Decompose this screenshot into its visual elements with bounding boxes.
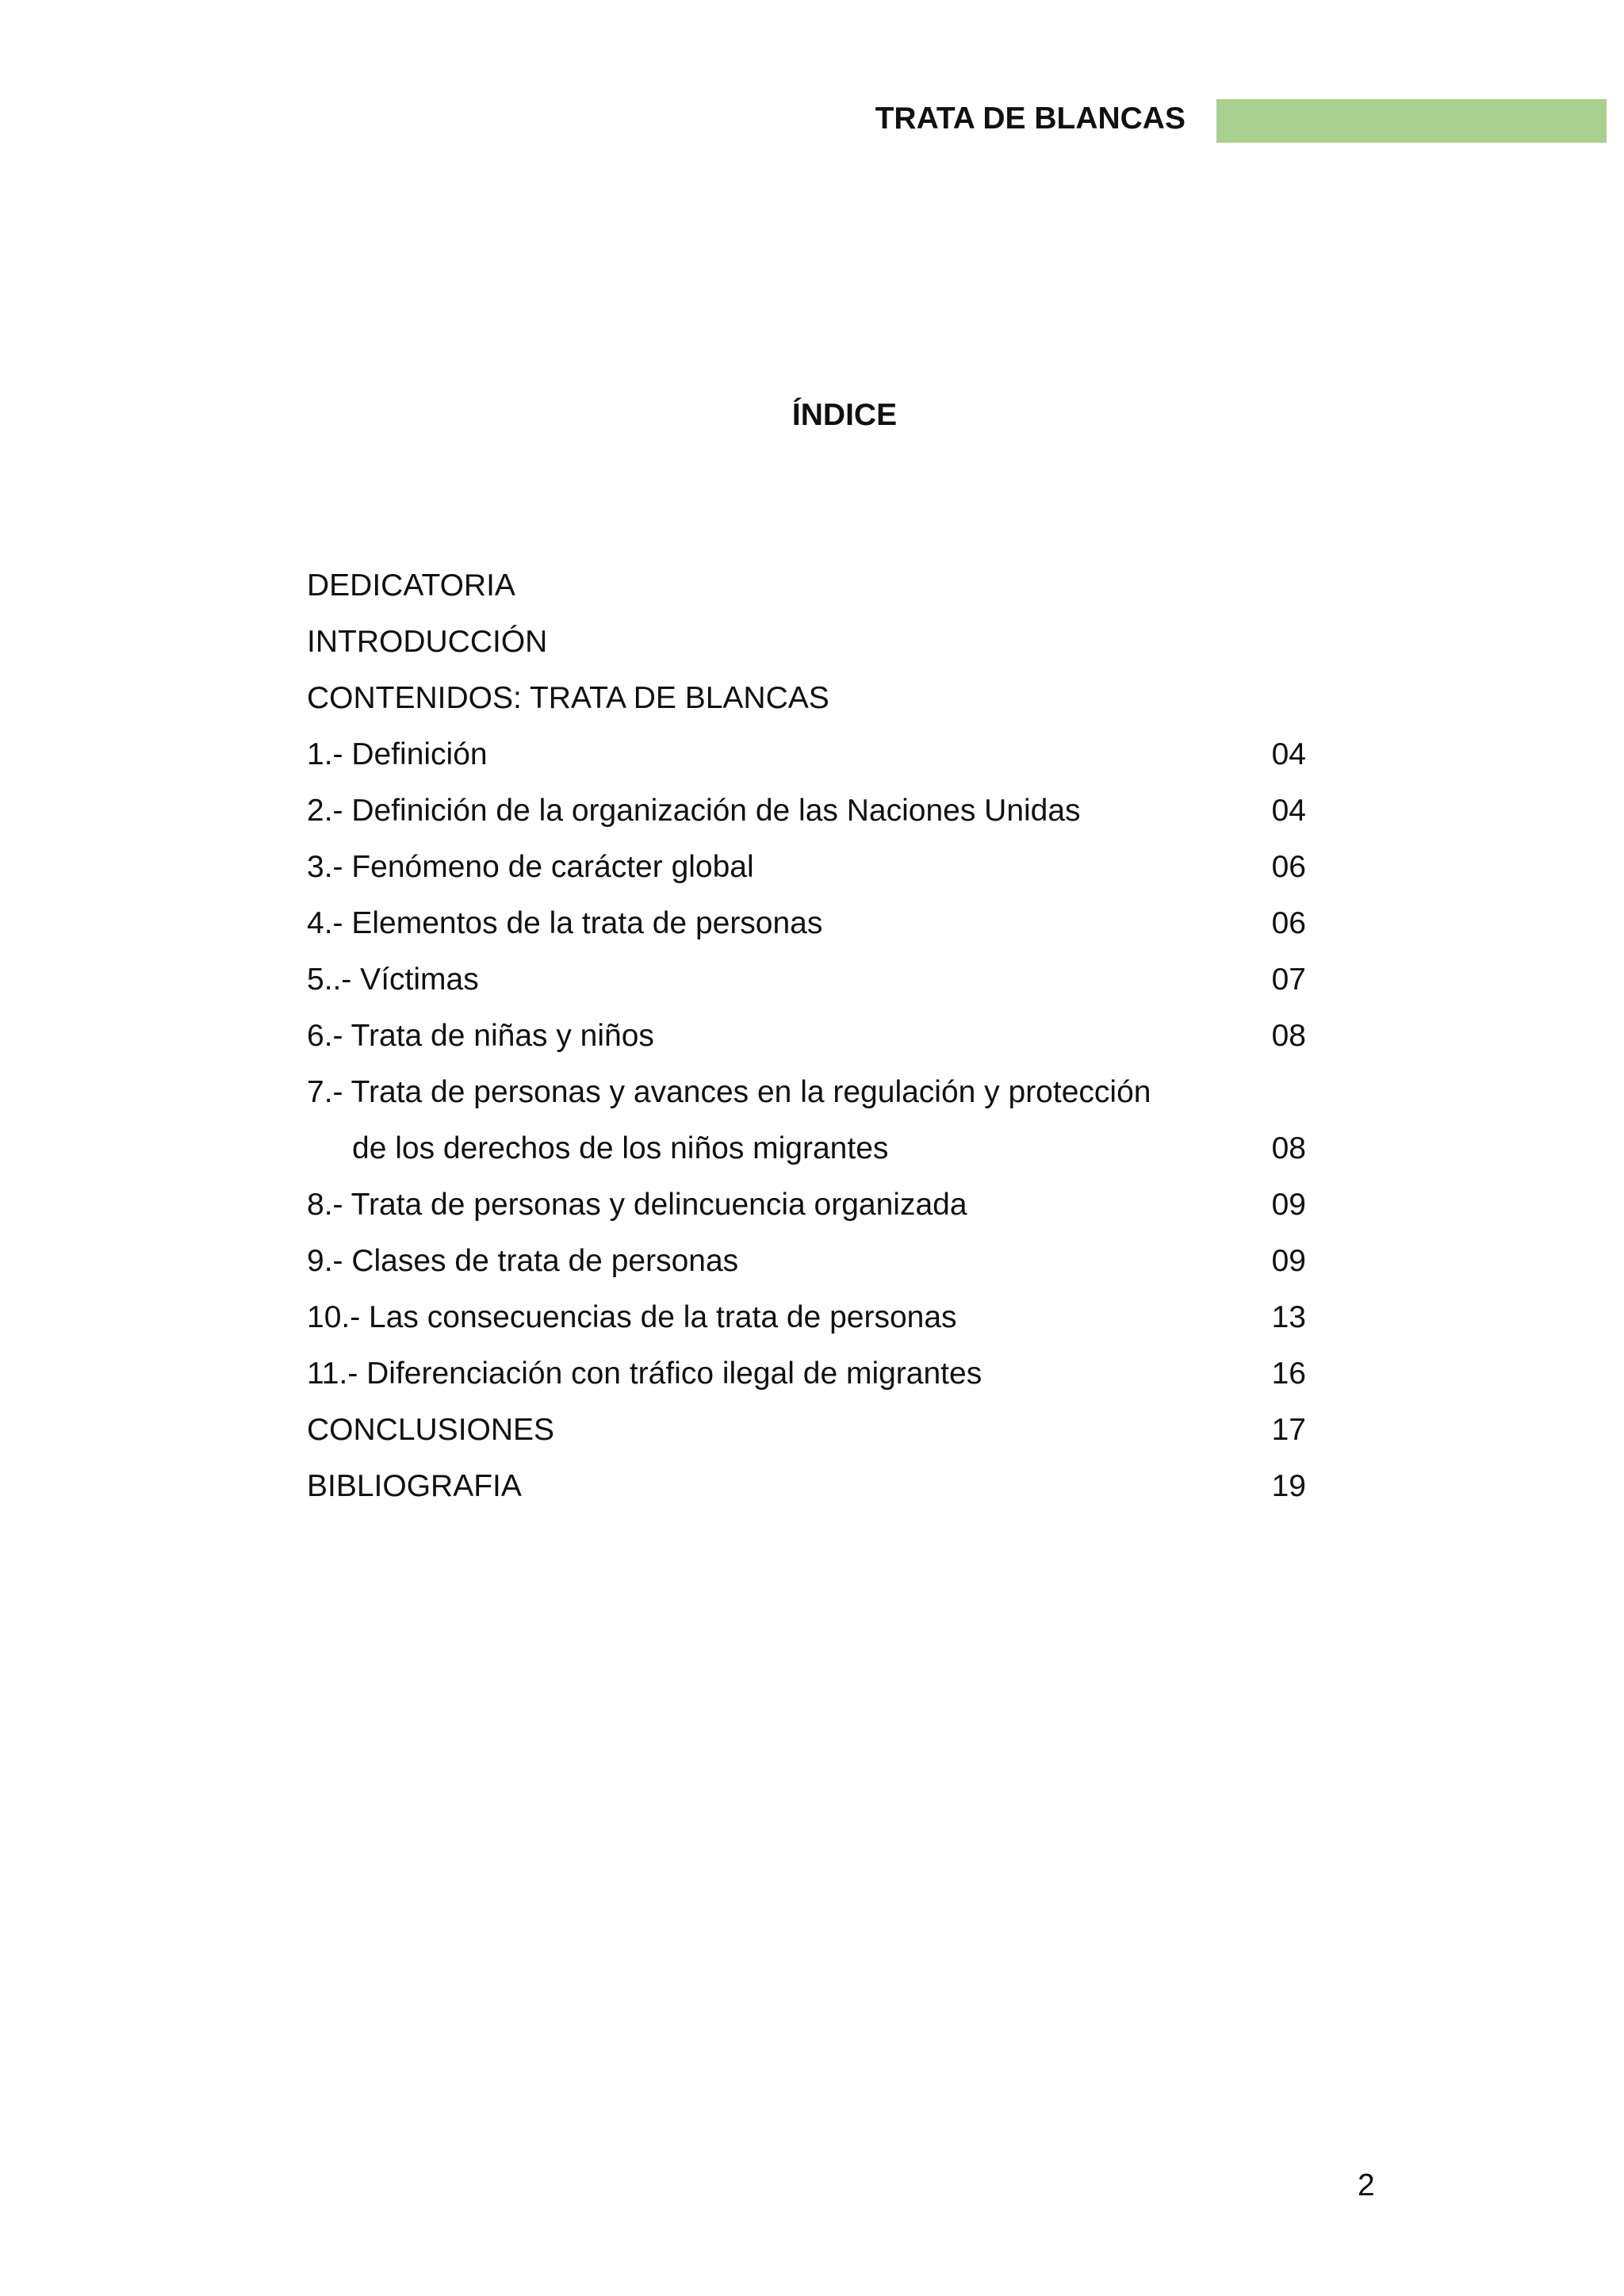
toc-entry-label: de los derechos de los niños migrantes [352, 1131, 889, 1165]
toc-entry-introduccion [307, 623, 1306, 679]
toc-entry-page: 06 [1271, 906, 1306, 940]
toc-entry-label: 1.- Definición [307, 737, 488, 771]
toc-entry-4 [307, 905, 1306, 961]
toc-entry-3 [307, 848, 1306, 905]
toc-entry-label: 6.- Trata de niñas y niños [307, 1019, 654, 1053]
toc-entry-1 [307, 736, 1306, 792]
toc-entry-label: CONCLUSIONES [307, 1413, 555, 1447]
toc-entry-contenidos [307, 679, 1306, 736]
table-of-contents [307, 567, 1306, 1524]
toc-entry-10 [307, 1299, 1306, 1355]
toc-entry-2 [307, 792, 1306, 848]
toc-entry-label: INTRODUCCIÓN [307, 625, 548, 659]
toc-entry-label: 9.- Clases de trata de personas [307, 1244, 739, 1278]
page-number: 2 [1358, 2168, 1375, 2202]
toc-entry-label: 11.- Diferenciación con tráfico ilegal de migrantes [307, 1357, 982, 1391]
toc-entry-label: 5..- Víctimas [307, 962, 479, 997]
toc-entry-label: DEDICATORIA [307, 568, 515, 603]
toc-entry-page: 08 [1271, 1019, 1306, 1053]
toc-entry-dedicatoria [307, 567, 1306, 623]
toc-entry-label: 7.- Trata de personas y avances en la regulación y protección [307, 1075, 1151, 1109]
toc-entry-page: 17 [1271, 1413, 1306, 1447]
toc-entry-label: CONTENIDOS: TRATA DE BLANCAS [307, 681, 829, 715]
toc-entry-page: 19 [1271, 1469, 1306, 1503]
toc-entry-label: 3.- Fenómeno de carácter global [307, 850, 754, 884]
header-accent-bar [1216, 99, 1607, 143]
toc-entry-label: 2.- Definición de la organización de las Naciones Unidas [307, 794, 1081, 828]
index-title: ÍNDICE [791, 398, 898, 432]
toc-entry-9 [307, 1242, 1306, 1299]
running-header-title: TRATA DE BLANCAS [875, 101, 1185, 136]
toc-entry-label: 10.- Las consecuencias de la trata de personas [307, 1300, 957, 1334]
toc-entry-page: 04 [1271, 737, 1306, 771]
toc-entry-page: 09 [1271, 1188, 1306, 1222]
toc-entry-11 [307, 1355, 1306, 1411]
toc-entry-page: 07 [1271, 962, 1306, 997]
toc-entry-page: 04 [1271, 794, 1306, 828]
toc-entry-label: BIBLIOGRAFIA [307, 1469, 522, 1503]
toc-entry-page: 13 [1271, 1300, 1306, 1334]
toc-entry-page: 09 [1271, 1244, 1306, 1278]
toc-entry-page: 16 [1271, 1357, 1306, 1391]
toc-entry-8 [307, 1186, 1306, 1242]
toc-entry-page: 08 [1271, 1131, 1306, 1165]
toc-entry-7-continuation [307, 1130, 1306, 1186]
toc-entry-label: 8.- Trata de personas y delincuencia organizada [307, 1188, 967, 1222]
toc-entry-label: 4.- Elementos de la trata de personas [307, 906, 823, 940]
toc-entry-5 [307, 961, 1306, 1017]
toc-entry-conclusiones [307, 1411, 1306, 1468]
toc-entry-6 [307, 1017, 1306, 1073]
toc-entry-bibliografia [307, 1468, 1306, 1524]
toc-entry-page: 06 [1271, 850, 1306, 884]
toc-entry-7 [307, 1073, 1306, 1130]
